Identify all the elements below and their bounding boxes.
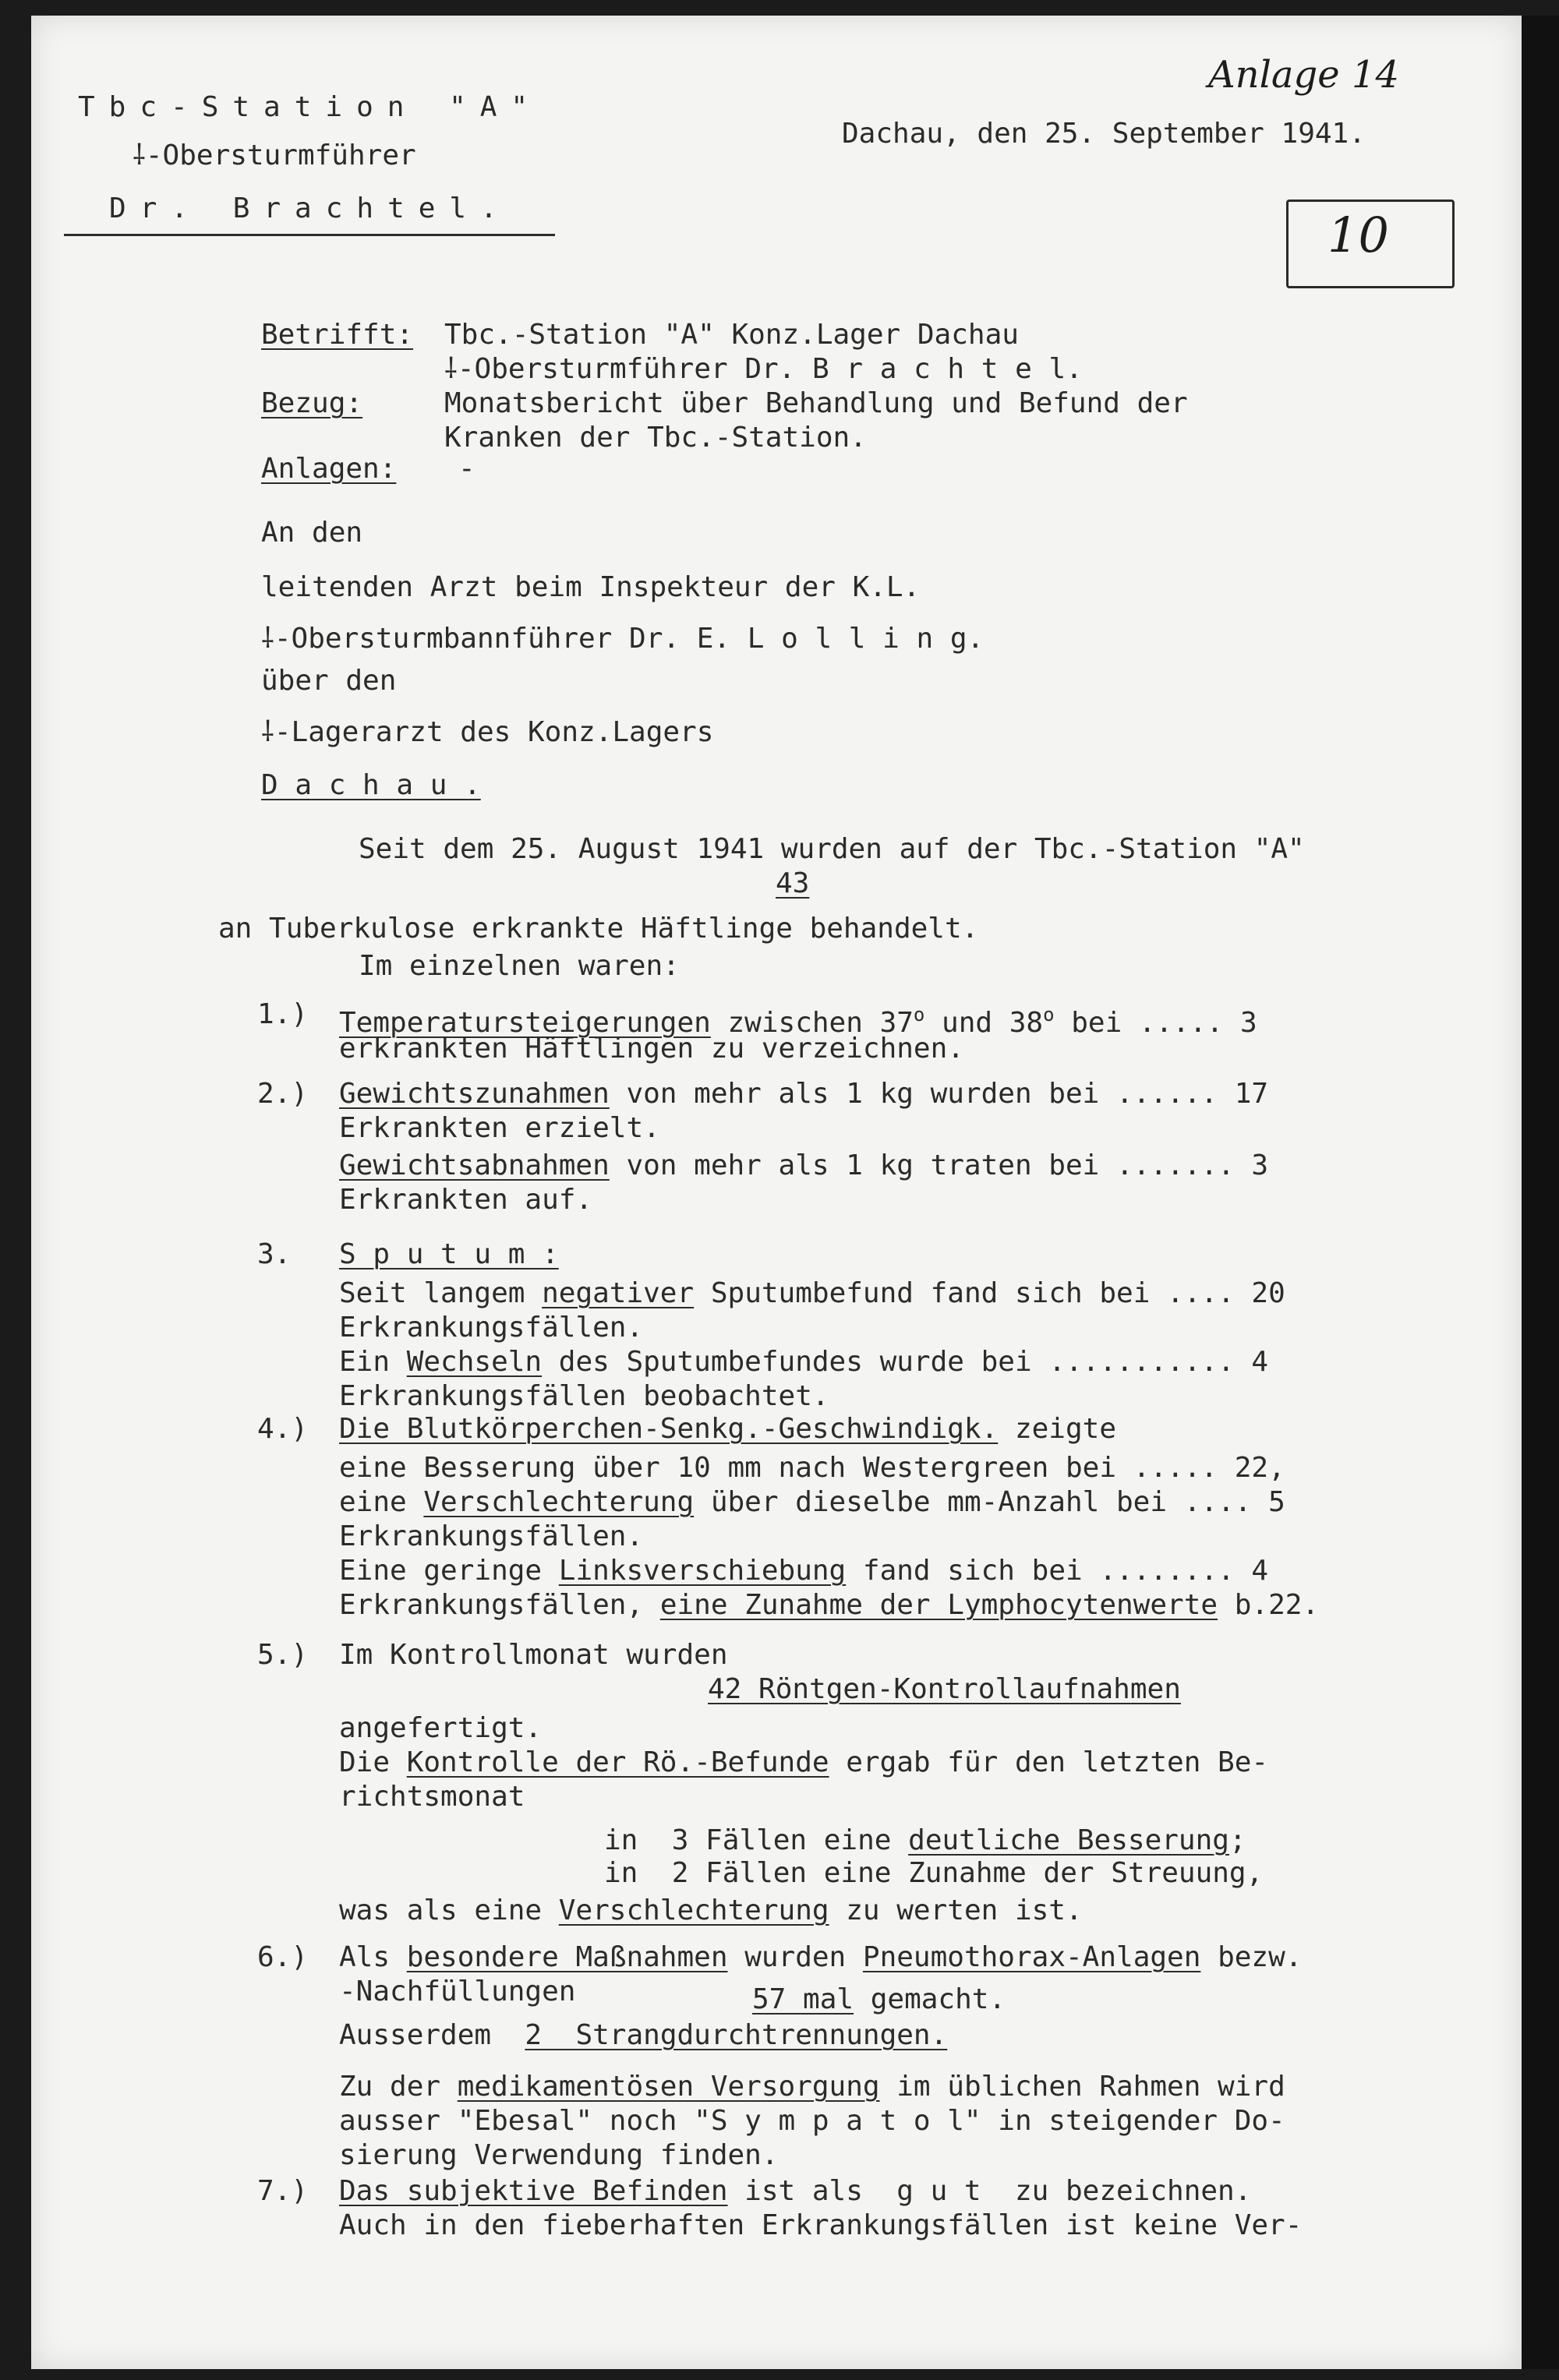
item-6-text-e: Ausserdem bbox=[339, 2019, 525, 2051]
item-6-number: 6.) bbox=[257, 1941, 309, 1973]
item-4-line-6 bbox=[339, 1588, 1319, 1623]
handwritten-annotation: Anlage 14 bbox=[1208, 53, 1400, 97]
header-underline bbox=[64, 234, 555, 236]
item-5-line-7: in 2 Fällen eine Zunahme der Streuung, bbox=[604, 1857, 1264, 1889]
item-6-line-5: ausser "Ebesal" noch "S y m p a t o l" in steigender Do- bbox=[339, 2105, 1285, 2137]
item-5-line-5: richtsmonat bbox=[339, 1781, 525, 1813]
item-7-line-2: Auch in den fieberhaften Erkrankungsfällen ist keine Ver- bbox=[339, 2209, 1303, 2241]
item-2-line-2: Erkrankten erzielt. bbox=[339, 1112, 660, 1144]
intro-line-2: an Tuberkulose erkrankte Häftlinge behandelt. bbox=[218, 913, 979, 945]
item-5-number: 5.) bbox=[257, 1639, 309, 1671]
item-6-medikamentoes: medikamentösen Versorgung bbox=[457, 2071, 880, 2103]
folio-number: 10 bbox=[1327, 207, 1389, 263]
item-7-text-a: ist als g u t zu bezeichnen. bbox=[727, 2175, 1252, 2207]
item-3-text-d: des Sputumbefundes wurde bei ........... 4 bbox=[542, 1346, 1269, 1378]
item-4-heading: Die Blutkörperchen-Senkg.-Geschwindigk. bbox=[339, 1413, 999, 1445]
item-5-text-f: zu werten ist. bbox=[829, 1894, 1083, 1926]
address-line-1: An den bbox=[261, 517, 363, 549]
item-6-line-3 bbox=[339, 2018, 947, 2053]
bezug-line-1: Monatsbericht über Behandlung und Befund der bbox=[444, 387, 1188, 419]
item-4-text-c: über dieselbe mm-Anzahl bei .... 5 bbox=[694, 1486, 1285, 1518]
item-6-text-d: gemacht. bbox=[854, 1983, 1006, 2015]
item-6-text-g: im üblichen Rahmen wird bbox=[879, 2071, 1285, 2103]
item-3-line-1 bbox=[339, 1277, 1285, 1311]
item-3-number: 3. bbox=[257, 1238, 292, 1270]
author-name: Dr. Brachtel. bbox=[109, 192, 511, 224]
rank-line: ⸸-Obersturmführer bbox=[133, 139, 416, 171]
degree-mark-2: o bbox=[1043, 1004, 1055, 1026]
patient-count: 43 bbox=[776, 867, 810, 899]
item-3-negativ: negativer bbox=[542, 1277, 695, 1309]
item-4-line-4: Erkrankungsfällen. bbox=[339, 1520, 644, 1552]
item-1-text-a: zwischen 37 bbox=[710, 1007, 914, 1039]
item-4-number: 4.) bbox=[257, 1413, 309, 1445]
station-header: Tbc-Station "A" bbox=[78, 91, 543, 123]
item-5-line-6 bbox=[604, 1824, 1246, 1858]
item-6-strang: 2 Strangdurchtrennungen. bbox=[525, 2019, 948, 2051]
intro-line-3: Im einzelnen waren: bbox=[359, 950, 680, 982]
item-4-line-1 bbox=[339, 1412, 1116, 1446]
item-6-pneumothorax: Pneumothorax-Anlagen bbox=[862, 1941, 1201, 1973]
item-1-text-c: bei ..... 3 bbox=[1054, 1007, 1257, 1039]
item-3-text-c: Ein bbox=[339, 1346, 407, 1378]
item-2-text-a: von mehr als 1 kg wurden bei ...... 17 bbox=[609, 1078, 1269, 1110]
item-1-text-b: und 38 bbox=[924, 1007, 1044, 1039]
item-4-line-3 bbox=[339, 1485, 1285, 1520]
item-7-befinden: Das subjektive Befinden bbox=[339, 2175, 728, 2207]
item-6-text-a: Als bbox=[339, 1941, 407, 1973]
item-6-line-4 bbox=[339, 2070, 1285, 2104]
item-5-text-d: ; bbox=[1228, 1824, 1246, 1856]
item-4-text-f: Erkrankungsfällen, bbox=[339, 1589, 660, 1621]
item-1-number: 1.) bbox=[257, 998, 309, 1030]
item-3-text-a: Seit langem bbox=[339, 1277, 543, 1309]
address-line-4: über den bbox=[261, 665, 397, 697]
item-4-linksverschiebung: Linksverschiebung bbox=[558, 1555, 847, 1587]
item-3-line-4: Erkrankungsfällen beobachtet. bbox=[339, 1380, 829, 1412]
address-line-6: D a c h a u . bbox=[261, 769, 481, 801]
item-5-text-a: Die bbox=[339, 1746, 407, 1778]
betrifft-label: Betrifft: bbox=[261, 319, 414, 351]
item-7-line-1 bbox=[339, 2174, 1251, 2209]
item-6-text-f: Zu der bbox=[339, 2071, 458, 2103]
item-6-text-b: wurden bbox=[727, 1941, 863, 1973]
item-1-line-2: erkrankten Häftlingen zu verzeichnen. bbox=[339, 1033, 964, 1065]
item-6-line-2a: -Nachfüllungen bbox=[339, 1976, 576, 2007]
item-2-line-1 bbox=[339, 1077, 1268, 1111]
item-5-line-8 bbox=[339, 1894, 1083, 1928]
place-date: Dachau, den 25. September 1941. bbox=[842, 118, 1366, 150]
scan-background bbox=[1522, 16, 1559, 2369]
item-5-line-3: angefertigt. bbox=[339, 1712, 543, 1744]
item-3-wechseln: Wechseln bbox=[406, 1346, 543, 1378]
address-line-3: ⸸-Obersturmbannführer Dr. E. L o l l i n g. bbox=[261, 623, 985, 655]
item-2-number: 2.) bbox=[257, 1078, 309, 1110]
item-5-kontrolle: Kontrolle der Rö.-Befunde bbox=[406, 1746, 829, 1778]
betrifft-line-2: ⸸-Obersturmführer Dr. B r a c h t e l. bbox=[444, 353, 1083, 385]
address-line-5: ⸸-Lagerarzt des Konz.Lagers bbox=[261, 716, 714, 748]
item-4-text-a: zeigte bbox=[998, 1413, 1116, 1445]
item-3-line-2: Erkrankungsfällen. bbox=[339, 1312, 644, 1344]
folio-stamp bbox=[1286, 200, 1455, 288]
intro-line-1: Seit dem 25. August 1941 wurden auf der Tbc.-Station "A" bbox=[359, 833, 1305, 865]
item-5-line-4 bbox=[339, 1746, 1268, 1780]
bezug-line-2: Kranken der Tbc.-Station. bbox=[444, 422, 867, 454]
item-5-text-e: was als eine bbox=[339, 1894, 559, 1926]
item-6-text-c: bezw. bbox=[1200, 1941, 1303, 1973]
item-2-line-4: Erkrankten auf. bbox=[339, 1184, 593, 1216]
anlagen-label: Anlagen: bbox=[261, 453, 397, 485]
item-3-line-3 bbox=[339, 1345, 1268, 1379]
item-1-heading: Temperatursteigerungen bbox=[339, 1007, 711, 1039]
document-page bbox=[31, 16, 1522, 2369]
item-5-line-1: Im Kontrollmonat wurden bbox=[339, 1639, 728, 1671]
item-5-line-2: 42 Röntgen-Kontrollaufnahmen bbox=[708, 1673, 1181, 1705]
item-6-count: 57 mal bbox=[752, 1983, 854, 2015]
anlagen-value: - bbox=[458, 453, 475, 485]
item-4-line-5 bbox=[339, 1554, 1268, 1588]
item-6-line-6: sierung Verwendung finden. bbox=[339, 2139, 779, 2171]
item-3-text-b: Sputumbefund fand sich bei .... 20 bbox=[694, 1277, 1285, 1309]
betrifft-line-1: Tbc.-Station "A" Konz.Lager Dachau bbox=[444, 319, 1019, 351]
item-5-text-b: ergab für den letzten Be- bbox=[829, 1746, 1269, 1778]
item-2-heading: Gewichtszunahmen bbox=[339, 1078, 610, 1110]
item-7-number: 7.) bbox=[257, 2175, 309, 2207]
item-5-verschlechterung: Verschlechterung bbox=[558, 1894, 829, 1926]
item-4-verschlechterung: Verschlechterung bbox=[423, 1486, 695, 1518]
item-4-text-d: Eine geringe bbox=[339, 1555, 559, 1587]
bezug-label: Bezug: bbox=[261, 387, 363, 419]
item-4-line-2: eine Besserung über 10 mm nach Westergreen bei ..... 22, bbox=[339, 1452, 1285, 1484]
item-4-lymphocyten: eine Zunahme der Lymphocytenwerte bbox=[659, 1589, 1218, 1621]
item-6-massnahmen: besondere Maßnahmen bbox=[406, 1941, 728, 1973]
item-2-line-3 bbox=[339, 1149, 1268, 1183]
item-2-heading-2: Gewichtsabnahmen bbox=[339, 1149, 610, 1181]
item-6-line-2b bbox=[752, 1983, 1006, 2017]
item-2-text-b: von mehr als 1 kg traten bei ....... 3 bbox=[609, 1149, 1269, 1181]
degree-mark-1: o bbox=[913, 1004, 925, 1026]
address-line-2: leitenden Arzt beim Inspekteur der K.L. bbox=[261, 571, 921, 603]
item-3-heading: S p u t u m : bbox=[339, 1238, 559, 1270]
item-5-besserung: deutliche Besserung bbox=[908, 1824, 1229, 1856]
item-4-text-b: eine bbox=[339, 1486, 424, 1518]
item-4-text-e: fand sich bei ........ 4 bbox=[846, 1555, 1269, 1587]
item-4-text-g: b.22. bbox=[1218, 1589, 1320, 1621]
item-6-line-1 bbox=[339, 1940, 1302, 1975]
item-5-text-c: in 3 Fällen eine bbox=[604, 1824, 909, 1856]
